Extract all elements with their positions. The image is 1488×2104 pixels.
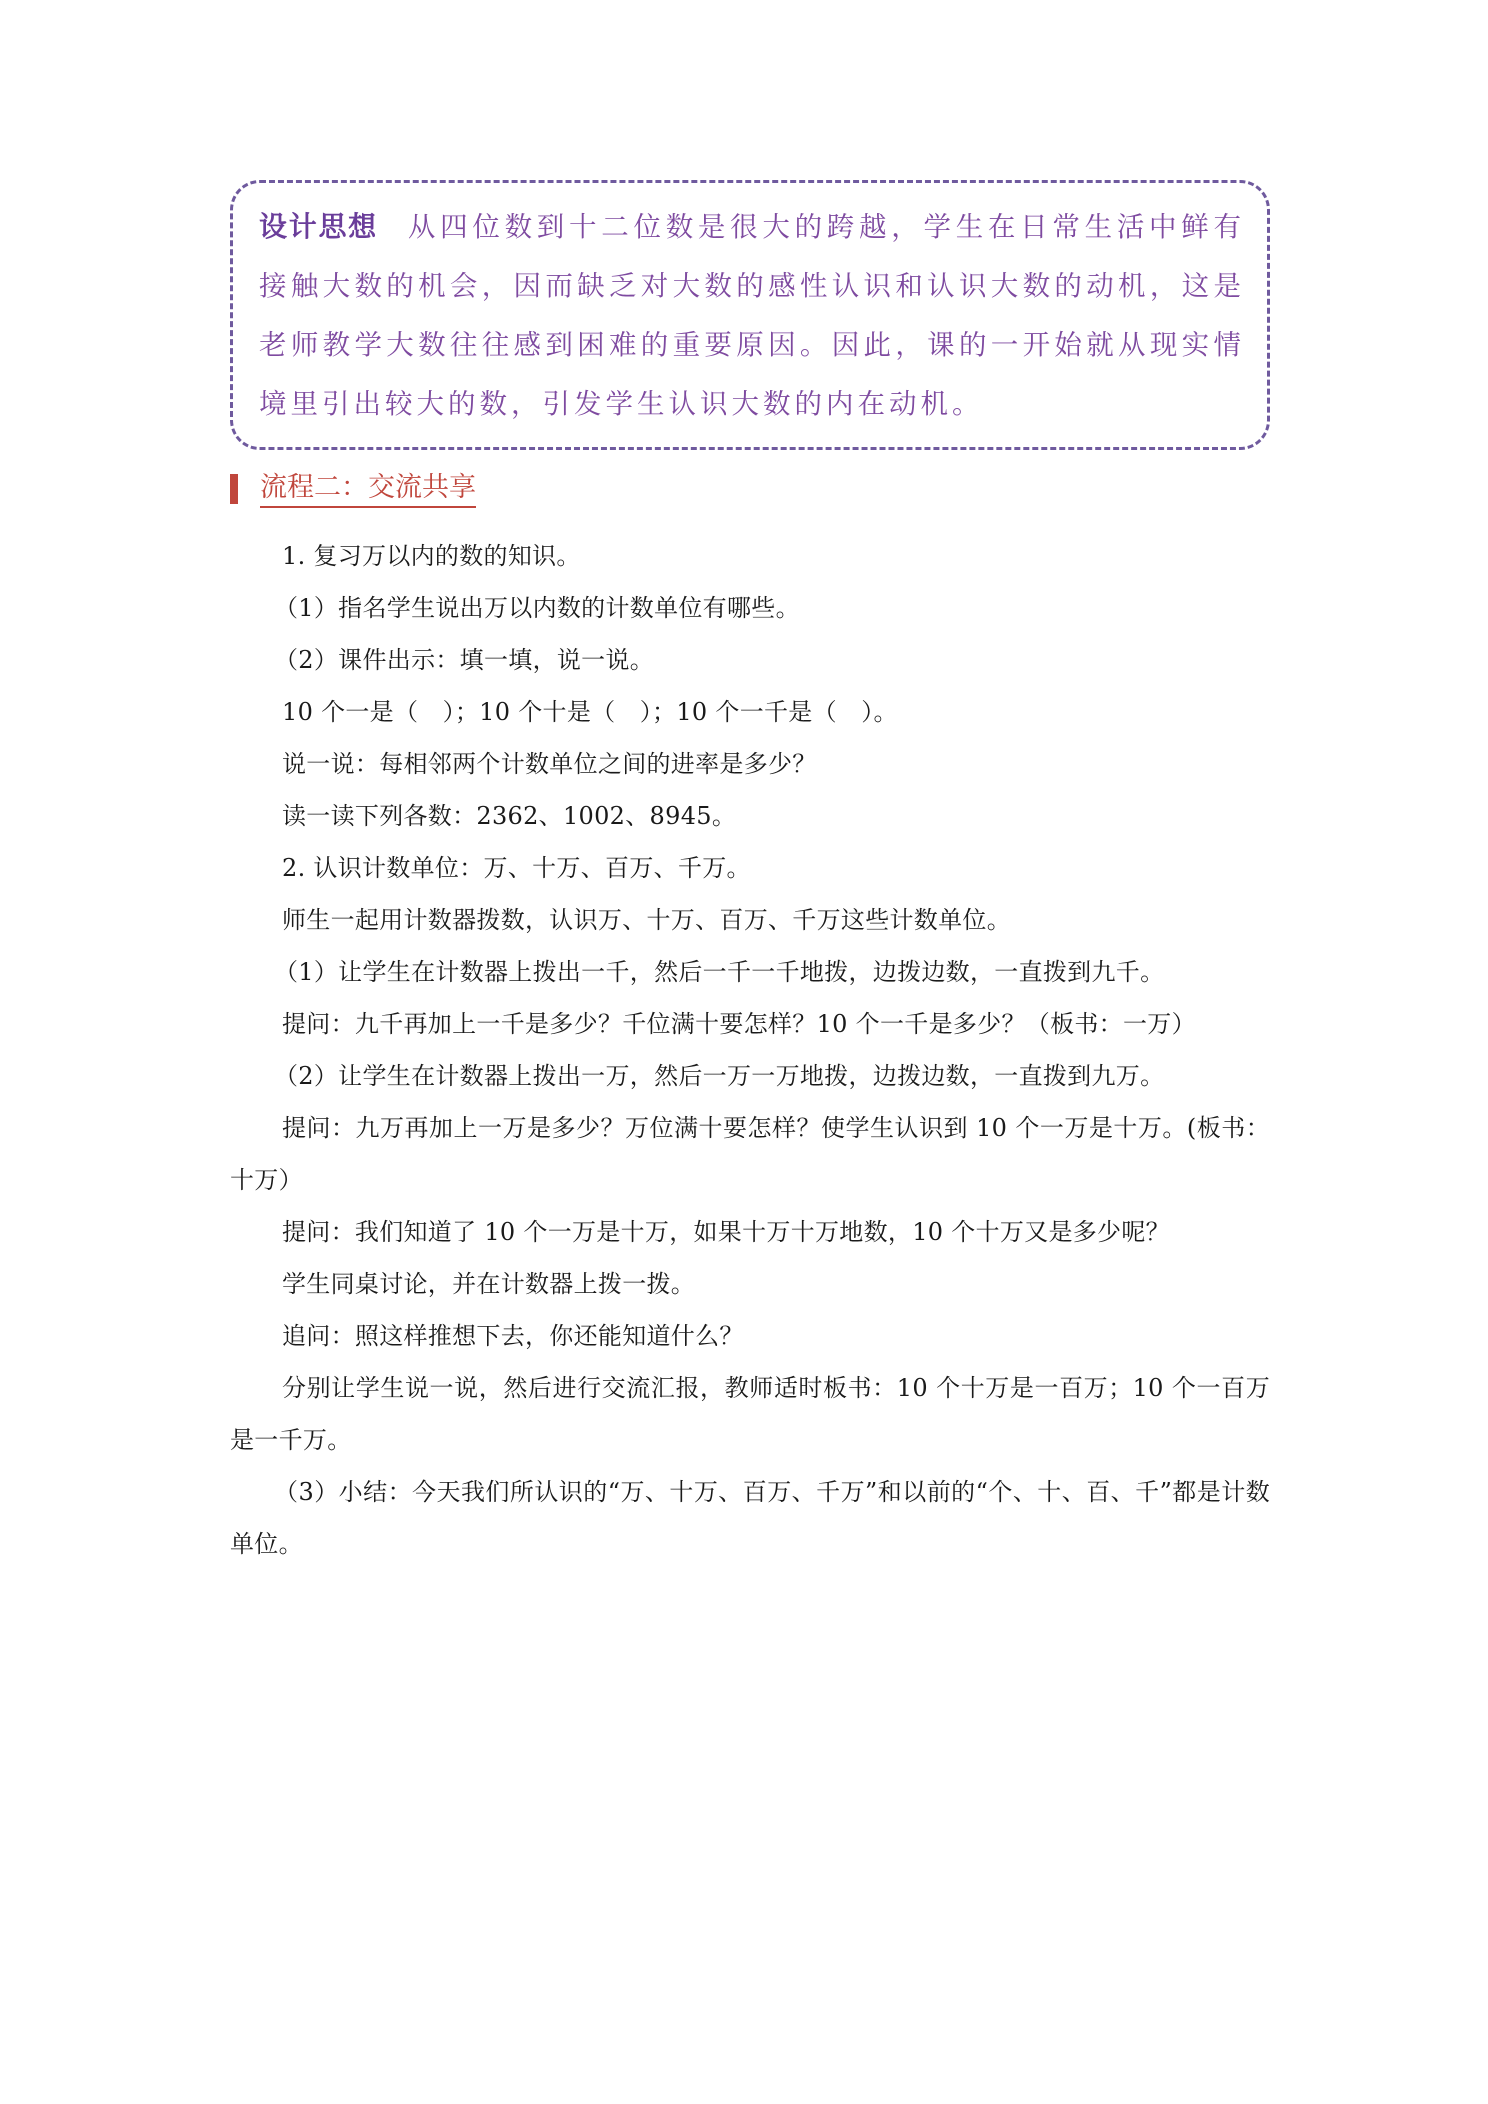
paragraph-summary: （3）小结：今天我们所认识的“万、十万、百万、千万”和以前的“个、十、百、千”都是计数单位。 — [230, 1478, 1270, 1558]
paragraph-question-hundred-thousand: 提问：我们知道了 10 个一万是十万，如果十万十万地数，10 个十万又是多少呢？ — [282, 1218, 1170, 1246]
heading-marker-bar — [230, 474, 238, 504]
paragraph-review-step1: （1）指名学生说出万以内数的计数单位有哪些。 — [274, 594, 800, 622]
paragraph-units-step1: （1）让学生在计数器上拨出一千，然后一千一千地拨，边拨边数，一直拨到九千。 — [274, 958, 1165, 986]
paragraph-report: 分别让学生说一说，然后进行交流汇报，教师适时板书：10 个十万是一百万；10 个一百万是一千万。 — [230, 1374, 1270, 1454]
paragraph-units-heading: 2. 认识计数单位：万、十万、百万、千万。 — [282, 854, 751, 882]
lesson-content — [230, 530, 1270, 1570]
paragraph-say-ratio: 说一说：每相邻两个计数单位之间的进率是多少？ — [282, 750, 817, 778]
design-idea-label: 设计思想 — [259, 210, 378, 243]
paragraph-units-step2: （2）让学生在计数器上拨出一万，然后一万一万地拨，边拨边数，一直拨到九万。 — [274, 1062, 1165, 1090]
paragraph-question-thousand: 提问：九千再加上一千是多少？千位满十要怎样？10 个一千是多少？（板书：一万） — [282, 1010, 1196, 1038]
paragraph-read-numbers: 读一读下列各数：2362、1002、8945。 — [282, 802, 737, 830]
paragraph-fill-blanks: 10 个一是（ ）；10 个十是（ ）；10 个一千是（ ）。 — [282, 698, 898, 726]
paragraph-counter-intro: 师生一起用计数器拨数，认识万、十万、百万、千万这些计数单位。 — [282, 906, 1011, 934]
paragraph-discussion: 学生同桌讨论，并在计数器上拨一拨。 — [282, 1270, 696, 1298]
section-title: 流程二：交流共享 — [260, 471, 476, 508]
design-idea-text: 从四位数到十二位数是很大的跨越，学生在日常生活中鲜有接触大数的机会，因而缺乏对大数的感性认识和认识大数的动机，这是老师教学大数往往感到困难的重要原因。因此，课的一开始就从现实情境里引出较大的数，引发学生认识大数的内在动机。 — [259, 211, 1245, 420]
section-heading — [230, 472, 476, 506]
paragraph-review-step2: （2）课件出示：填一填，说一说。 — [274, 646, 655, 674]
paragraph-question-ten-thousand: 提问：九万再加上一万是多少？万位满十要怎样？使学生认识到 10 个一万是十万。(板书：十万） — [230, 1114, 1270, 1194]
design-idea-paragraph — [259, 197, 1245, 434]
design-idea-box — [230, 180, 1270, 450]
paragraph-follow-up: 追问：照这样推想下去，你还能知道什么？ — [282, 1322, 744, 1350]
paragraph-review-heading: 1. 复习万以内的数的知识。 — [282, 542, 581, 570]
